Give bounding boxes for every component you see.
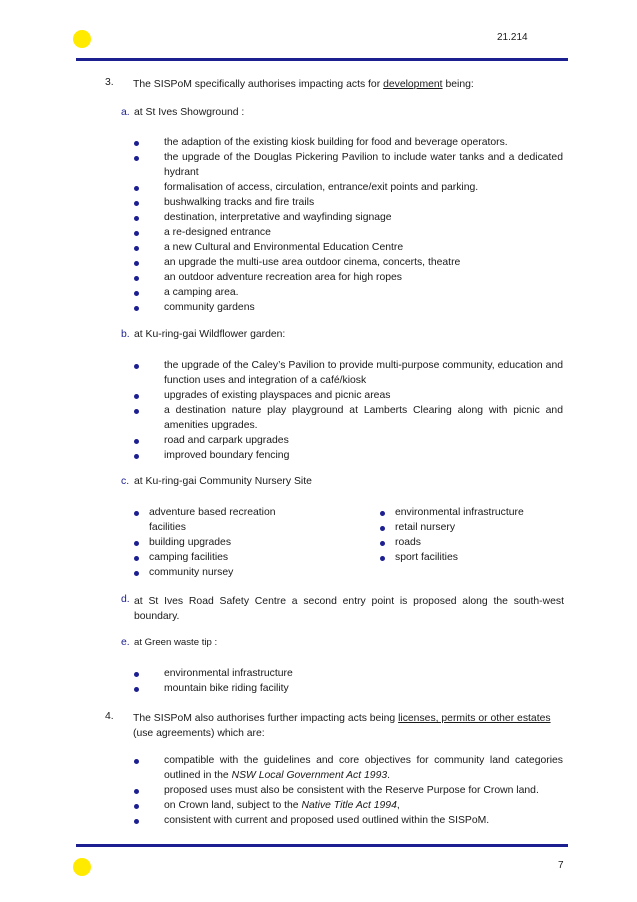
section-title: at Green waste tip : bbox=[134, 637, 218, 648]
section-e-list bbox=[133, 666, 563, 696]
section-e bbox=[121, 637, 218, 648]
list-item: adventure based recreation facilities bbox=[133, 505, 293, 535]
item-number: 3. bbox=[105, 77, 114, 88]
text-part: . bbox=[387, 770, 391, 781]
text-part: on Crown land, subject to the bbox=[164, 800, 302, 811]
header-yellow-dot bbox=[73, 30, 91, 48]
section-d bbox=[121, 594, 564, 622]
list-item bbox=[133, 753, 563, 783]
item-3-text bbox=[133, 77, 569, 92]
item-4-list bbox=[133, 753, 563, 828]
text-part: The SISPoM also authorises further impacting acts being bbox=[133, 713, 399, 724]
text-part: The SISPoM specifically authorises impacting acts for bbox=[133, 79, 384, 90]
section-letter: d. bbox=[121, 594, 130, 605]
list-item: road and carpark upgrades bbox=[133, 433, 563, 448]
section-d-text: at St Ives Road Safety Centre a second entry point is proposed along the south-west boundary. bbox=[134, 596, 564, 622]
list-item: improved boundary fencing bbox=[133, 448, 563, 463]
list-item: a new Cultural and Environmental Education Centre bbox=[133, 240, 563, 255]
list-item: destination, interpretative and wayfinding signage bbox=[133, 210, 563, 225]
section-letter: b. bbox=[121, 329, 130, 340]
list-item: formalisation of access, circulation, entrance/exit points and parking. bbox=[133, 180, 563, 195]
section-c bbox=[121, 476, 312, 487]
list-item: community gardens bbox=[133, 300, 563, 315]
list-item: camping facilities bbox=[133, 550, 293, 565]
section-letter: e. bbox=[121, 637, 130, 648]
list-item: community nursey bbox=[133, 565, 293, 580]
section-letter: a. bbox=[121, 107, 130, 118]
list-item: the upgrade of the Douglas Pickering Pavilion to include water tanks and a dedicated hydrant bbox=[133, 150, 563, 180]
underlined-term: licenses, permits or other estates bbox=[398, 713, 551, 724]
section-title: at St Ives Showground : bbox=[134, 107, 245, 118]
list-item: proposed uses must also be consistent with the Reserve Purpose for Crown land. bbox=[133, 783, 563, 798]
list-item: mountain bike riding facility bbox=[133, 681, 563, 696]
list-item: environmental infrastructure bbox=[133, 666, 563, 681]
section-c-list-left bbox=[133, 505, 293, 580]
list-item: bushwalking tracks and fire trails bbox=[133, 195, 563, 210]
list-item: retail nursery bbox=[379, 520, 569, 535]
section-a-list bbox=[133, 135, 563, 315]
section-b-list bbox=[133, 358, 563, 463]
text-part: being: bbox=[442, 79, 474, 90]
text-part: compatible with the guidelines and core objectives for community land categories outlined in the bbox=[164, 755, 563, 781]
act-title: Native Title Act 1994 bbox=[301, 800, 397, 811]
section-title: at Ku-ring-gai Wildflower garden: bbox=[134, 329, 286, 340]
section-c-list-right bbox=[379, 505, 569, 565]
list-item: an upgrade the multi-use area outdoor cinema, concerts, theatre bbox=[133, 255, 563, 270]
section-letter: c. bbox=[121, 476, 130, 487]
page-number: 7 bbox=[558, 860, 564, 871]
list-item: the upgrade of the Caley’s Pavilion to provide multi-purpose community, education and function uses and integration of a café/kiosk bbox=[133, 358, 563, 388]
list-item: consistent with current and proposed used outlined within the SISPoM. bbox=[133, 813, 563, 828]
list-item: an outdoor adventure recreation area for high ropes bbox=[133, 270, 563, 285]
list-item: upgrades of existing playspaces and picnic areas bbox=[133, 388, 563, 403]
list-item: a re-designed entrance bbox=[133, 225, 563, 240]
item-4-text bbox=[133, 711, 569, 741]
text-part: , bbox=[396, 800, 400, 811]
item-number: 4. bbox=[105, 711, 114, 722]
list-item: roads bbox=[379, 535, 569, 550]
list-item: building upgrades bbox=[133, 535, 293, 550]
list-item: the adaption of the existing kiosk building for food and beverage operators. bbox=[133, 135, 563, 150]
document-number: 21.214 bbox=[497, 32, 528, 43]
section-a bbox=[121, 107, 245, 118]
list-item: environmental infrastructure bbox=[379, 505, 569, 520]
section-title: at Ku-ring-gai Community Nursery Site bbox=[134, 476, 312, 487]
underlined-term: development bbox=[383, 79, 443, 90]
header-rule bbox=[76, 58, 568, 61]
act-title: NSW Local Government Act 1993 bbox=[231, 770, 388, 781]
list-item: sport facilities bbox=[379, 550, 569, 565]
text-part: (use agreements) which are: bbox=[133, 728, 265, 739]
footer-yellow-dot bbox=[73, 858, 91, 876]
list-item: a camping area. bbox=[133, 285, 563, 300]
list-item: a destination nature play playground at Lamberts Clearing along with picnic and amenities upgrades. bbox=[133, 403, 563, 433]
footer-rule bbox=[76, 844, 568, 847]
section-b bbox=[121, 329, 286, 340]
list-item bbox=[133, 798, 563, 813]
